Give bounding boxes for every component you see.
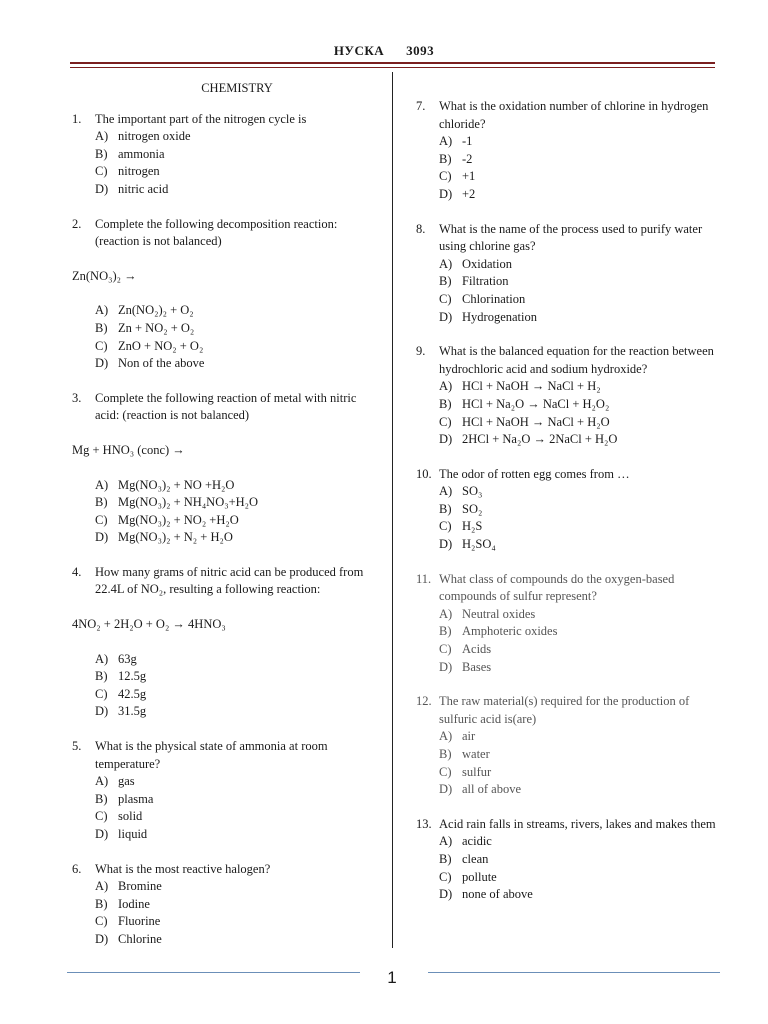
reaction-equation: Zn(NO₃)₂ → bbox=[72, 268, 137, 283]
option-letter: D) bbox=[95, 181, 109, 196]
question-number: 9. bbox=[416, 344, 426, 359]
option-text: +2 bbox=[462, 186, 476, 201]
option-text: Non of the above bbox=[118, 356, 205, 371]
option-text: SO₂ bbox=[462, 501, 483, 516]
option-letter: A) bbox=[95, 129, 109, 144]
option-text: 31.5g bbox=[118, 704, 147, 719]
option-letter: C) bbox=[95, 338, 108, 353]
answer-option bbox=[439, 256, 716, 274]
option-letter: D) bbox=[439, 782, 453, 797]
option-letter: D) bbox=[439, 432, 453, 447]
option-text: Hydrogenation bbox=[462, 309, 537, 324]
question-text: What is the most reactive halogen? bbox=[95, 861, 271, 876]
option-text: Mg(NO₃)₂ + N₂ + H₂O bbox=[118, 530, 233, 545]
answer-option bbox=[439, 168, 716, 186]
option-text: nitrogen oxide bbox=[118, 129, 191, 144]
option-text: Mg(NO₃)₂ + NH₄NO₃+H₂O bbox=[118, 495, 259, 510]
option-letter: D) bbox=[95, 356, 109, 371]
right-question-list bbox=[416, 98, 716, 904]
option-text: pollute bbox=[462, 869, 497, 884]
answer-options bbox=[95, 651, 372, 721]
option-text: H₂SO₄ bbox=[462, 537, 496, 552]
option-letter: C) bbox=[439, 642, 452, 657]
answer-option bbox=[95, 512, 372, 530]
option-letter: A) bbox=[439, 834, 453, 849]
option-letter: B) bbox=[439, 274, 452, 289]
option-text: +1 bbox=[462, 169, 476, 184]
option-letter: C) bbox=[439, 764, 452, 779]
answer-option bbox=[439, 781, 716, 799]
option-text: Iodine bbox=[118, 896, 150, 911]
option-text: Chlorination bbox=[462, 291, 526, 306]
option-letter: C) bbox=[439, 169, 452, 184]
answer-option bbox=[439, 291, 716, 309]
option-text: ammonia bbox=[118, 146, 165, 161]
question-number: 7. bbox=[416, 99, 426, 113]
answer-option bbox=[439, 869, 716, 887]
answer-option bbox=[439, 186, 716, 204]
option-letter: C) bbox=[439, 291, 452, 306]
option-text: H₂S bbox=[462, 519, 483, 534]
answer-option bbox=[439, 764, 716, 782]
right-column bbox=[416, 98, 716, 921]
answer-option bbox=[439, 623, 716, 641]
answer-option bbox=[439, 396, 716, 414]
answer-option bbox=[95, 913, 372, 931]
answer-option bbox=[439, 151, 716, 169]
option-text: 42.5g bbox=[118, 686, 147, 701]
question-item bbox=[72, 861, 372, 949]
answer-options bbox=[95, 878, 372, 948]
option-text: Zn + NO₂ + O₂ bbox=[118, 320, 195, 335]
question-text: Acid rain falls in streams, rivers, lakes and makes them bbox=[439, 816, 716, 831]
answer-option bbox=[439, 536, 716, 554]
option-text: 2HCl + Na₂O → 2NaCl + H₂O bbox=[462, 432, 618, 447]
question-number: 8. bbox=[416, 221, 426, 236]
option-letter: A) bbox=[95, 477, 109, 492]
question-item bbox=[416, 343, 716, 449]
option-text: ZnO + NO₂ + O₂ bbox=[118, 338, 204, 353]
option-text: acidic bbox=[462, 834, 492, 849]
answer-option bbox=[439, 133, 716, 151]
option-letter: B) bbox=[95, 791, 108, 806]
option-letter: D) bbox=[95, 530, 109, 545]
answer-option bbox=[95, 494, 372, 512]
question-text: How many grams of nitric acid can be produced from 22.4L of NO₂, resulting a following reaction: bbox=[95, 564, 364, 597]
answer-option bbox=[95, 651, 372, 669]
answer-options bbox=[439, 256, 716, 326]
answer-options bbox=[95, 773, 372, 843]
option-text: gas bbox=[118, 774, 135, 789]
option-letter: C) bbox=[439, 869, 452, 884]
answer-options bbox=[439, 483, 716, 553]
answer-option bbox=[95, 338, 372, 356]
answer-option bbox=[95, 355, 372, 373]
option-letter: C) bbox=[95, 164, 108, 179]
answer-option bbox=[439, 746, 716, 764]
question-stem bbox=[416, 466, 716, 484]
question-text: The raw material(s) required for the production of sulfuric acid is(are) bbox=[439, 694, 690, 726]
answer-option bbox=[95, 302, 372, 320]
answer-options bbox=[439, 833, 716, 903]
answer-options bbox=[95, 477, 372, 547]
option-text: liquid bbox=[118, 827, 148, 841]
question-number: 4. bbox=[72, 564, 82, 579]
question-stem bbox=[416, 571, 716, 606]
answer-option bbox=[95, 686, 372, 704]
option-letter: B) bbox=[439, 624, 452, 639]
question-item bbox=[72, 216, 372, 373]
question-number: 2. bbox=[72, 216, 82, 231]
reaction-equation: 4NO₂ + 2H₂O + O₂ → 4HNO₃ bbox=[72, 617, 226, 632]
option-letter: A) bbox=[95, 774, 109, 789]
option-text: Chlorine bbox=[118, 931, 162, 946]
question-stem bbox=[416, 343, 716, 378]
answer-option bbox=[95, 529, 372, 547]
question-stem bbox=[72, 738, 372, 773]
option-text: HCl + NaOH → NaCl + H₂O bbox=[462, 414, 610, 429]
question-text: What is the balanced equation for the reaction between hydrochloric acid and sodium hydroxide? bbox=[439, 344, 714, 376]
option-letter: A) bbox=[439, 256, 453, 271]
option-letter: C) bbox=[95, 512, 108, 527]
option-text: Amphoteric oxides bbox=[462, 624, 558, 639]
option-text: Acids bbox=[462, 642, 492, 657]
question-stem bbox=[72, 216, 372, 251]
option-text: air bbox=[462, 729, 476, 744]
answer-option bbox=[95, 931, 372, 949]
question-stem bbox=[416, 693, 716, 728]
question-number: 12. bbox=[416, 694, 432, 709]
answer-option bbox=[95, 878, 372, 896]
option-text: Filtration bbox=[462, 274, 509, 289]
option-text: Zn(NO₂)₂ + O₂ bbox=[118, 303, 194, 318]
option-letter: A) bbox=[95, 651, 109, 666]
option-letter: B) bbox=[95, 146, 108, 161]
option-letter: C) bbox=[95, 914, 108, 929]
option-letter: D) bbox=[95, 704, 109, 719]
option-text: none of above bbox=[462, 887, 533, 902]
answer-option bbox=[95, 773, 372, 791]
option-letter: B) bbox=[95, 669, 108, 684]
question-item bbox=[72, 738, 372, 844]
question-item bbox=[72, 111, 372, 199]
answer-option bbox=[95, 668, 372, 686]
option-text: Oxidation bbox=[462, 256, 512, 271]
answer-options bbox=[439, 133, 716, 203]
question-stem bbox=[416, 98, 716, 133]
question-text: The odor of rotten egg comes from … bbox=[439, 466, 630, 481]
answer-option bbox=[95, 896, 372, 914]
option-text: nitric acid bbox=[118, 181, 169, 196]
answer-option bbox=[439, 606, 716, 624]
answer-option bbox=[95, 146, 372, 164]
variant-code: 3093 bbox=[406, 43, 435, 58]
answer-option bbox=[95, 128, 372, 146]
question-number: 10. bbox=[416, 466, 432, 481]
option-letter: A) bbox=[95, 303, 109, 318]
answer-option bbox=[439, 414, 716, 432]
answer-option bbox=[439, 659, 716, 677]
option-text: Mg(NO₃)₂ + NO +H₂O bbox=[118, 477, 235, 492]
section-title: CHEMISTRY bbox=[201, 81, 273, 95]
option-letter: D) bbox=[439, 186, 453, 201]
question-text: What class of compounds do the oxygen-based compounds of sulfur represent? bbox=[439, 571, 675, 604]
option-letter: A) bbox=[439, 134, 453, 149]
answer-option bbox=[439, 518, 716, 536]
question-number: 3. bbox=[72, 390, 82, 405]
question-item bbox=[72, 564, 372, 721]
answer-option bbox=[439, 501, 716, 519]
question-item bbox=[416, 98, 716, 204]
answer-options bbox=[95, 128, 372, 198]
option-text: SO₃ bbox=[462, 484, 483, 499]
question-text: What is the name of the process used to purify water using chlorine gas? bbox=[439, 221, 703, 254]
question-text: Complete the following reaction of metal with nitric acid: (reaction is not balanced) bbox=[95, 390, 357, 423]
option-text: all of above bbox=[462, 782, 522, 797]
variant-label: НУСКА bbox=[333, 43, 385, 58]
option-letter: B) bbox=[95, 495, 108, 510]
answer-option bbox=[95, 791, 372, 809]
column-divider bbox=[392, 72, 393, 948]
question-stem bbox=[416, 816, 716, 834]
question-stem bbox=[416, 221, 716, 256]
answer-option bbox=[95, 808, 372, 826]
answer-option bbox=[95, 477, 372, 495]
option-text: Mg(NO₃)₂ + NO₂ +H₂O bbox=[118, 512, 239, 527]
option-text: solid bbox=[118, 809, 143, 824]
left-column bbox=[72, 80, 372, 966]
question-item bbox=[416, 816, 716, 904]
answer-option bbox=[439, 728, 716, 746]
option-text: HCl + Na₂O → NaCl + H₂O₂ bbox=[462, 396, 610, 411]
question-text: What is the physical state of ammonia at room temperature? bbox=[95, 739, 328, 771]
option-letter: A) bbox=[439, 729, 453, 744]
answer-options bbox=[439, 728, 716, 798]
answer-option bbox=[95, 181, 372, 199]
answer-option bbox=[439, 273, 716, 291]
option-letter: B) bbox=[439, 747, 452, 761]
question-stem bbox=[72, 564, 372, 599]
option-letter: D) bbox=[439, 659, 453, 674]
question-text: The important part of the nitrogen cycle is bbox=[95, 111, 307, 126]
option-letter: D) bbox=[95, 931, 109, 946]
question-number: 13. bbox=[416, 816, 432, 831]
answer-option bbox=[95, 163, 372, 181]
answer-option bbox=[439, 309, 716, 327]
option-letter: D) bbox=[439, 887, 453, 902]
answer-option bbox=[95, 703, 372, 721]
option-letter: B) bbox=[95, 320, 108, 335]
answer-options bbox=[439, 606, 716, 676]
option-letter: B) bbox=[439, 501, 452, 516]
question-item bbox=[416, 221, 716, 327]
answer-option bbox=[95, 826, 372, 844]
option-text: clean bbox=[462, 851, 489, 866]
answer-option bbox=[439, 851, 716, 869]
option-letter: D) bbox=[439, 537, 453, 552]
question-text: What is the oxidation number of chlorine in hydrogen chloride? bbox=[439, 99, 709, 131]
question-number: 6. bbox=[72, 861, 82, 876]
question-item bbox=[72, 390, 372, 547]
question-number: 1. bbox=[72, 111, 82, 126]
option-letter: A) bbox=[439, 606, 453, 621]
option-letter: A) bbox=[95, 879, 109, 894]
header-rule-thick bbox=[70, 62, 715, 64]
question-number: 11. bbox=[416, 571, 432, 586]
option-text: -2 bbox=[462, 151, 473, 166]
option-letter: B) bbox=[95, 896, 108, 911]
option-text: 63g bbox=[118, 651, 137, 666]
option-text: Bases bbox=[462, 659, 492, 674]
page-number: 1 bbox=[387, 968, 397, 987]
option-text: plasma bbox=[118, 791, 154, 806]
answer-option bbox=[439, 641, 716, 659]
answer-option bbox=[439, 431, 716, 449]
option-letter: C) bbox=[95, 809, 108, 824]
answer-option bbox=[439, 833, 716, 851]
option-text: nitrogen bbox=[118, 164, 160, 179]
answer-options bbox=[439, 378, 716, 448]
question-item bbox=[416, 571, 716, 677]
question-stem bbox=[72, 861, 372, 879]
answer-option bbox=[439, 378, 716, 396]
header-rule-thin bbox=[70, 67, 715, 68]
option-text: Neutral oxides bbox=[462, 606, 536, 621]
option-text: 12.5g bbox=[118, 669, 147, 684]
option-letter: C) bbox=[439, 414, 452, 429]
answer-options bbox=[95, 302, 372, 372]
reaction-equation: Mg + HNO₃ (conc) → bbox=[72, 442, 185, 457]
answer-option bbox=[95, 320, 372, 338]
answer-option bbox=[439, 483, 716, 501]
option-letter: C) bbox=[439, 519, 452, 534]
option-text: Bromine bbox=[118, 879, 162, 894]
option-letter: C) bbox=[95, 686, 108, 701]
option-letter: B) bbox=[439, 851, 452, 866]
option-letter: B) bbox=[439, 396, 452, 411]
option-text: sulfur bbox=[462, 764, 492, 779]
option-letter: A) bbox=[439, 484, 453, 499]
header-title bbox=[0, 43, 768, 59]
option-text: Fluorine bbox=[118, 914, 161, 929]
option-text: HCl + NaOH → NaCl + H₂ bbox=[462, 379, 601, 394]
option-letter: D) bbox=[439, 309, 453, 324]
left-question-list bbox=[72, 111, 372, 949]
option-letter: D) bbox=[95, 827, 109, 841]
option-letter: B) bbox=[439, 151, 452, 166]
question-text: Complete the following decomposition reaction: (reaction is not balanced) bbox=[95, 216, 338, 249]
option-text: -1 bbox=[462, 134, 473, 149]
question-stem bbox=[72, 111, 372, 129]
question-item bbox=[416, 466, 716, 554]
question-number: 5. bbox=[72, 739, 82, 754]
option-letter: A) bbox=[439, 379, 453, 394]
question-item bbox=[416, 693, 716, 799]
option-text: water bbox=[462, 747, 490, 761]
answer-option bbox=[439, 886, 716, 904]
question-stem bbox=[72, 390, 372, 425]
